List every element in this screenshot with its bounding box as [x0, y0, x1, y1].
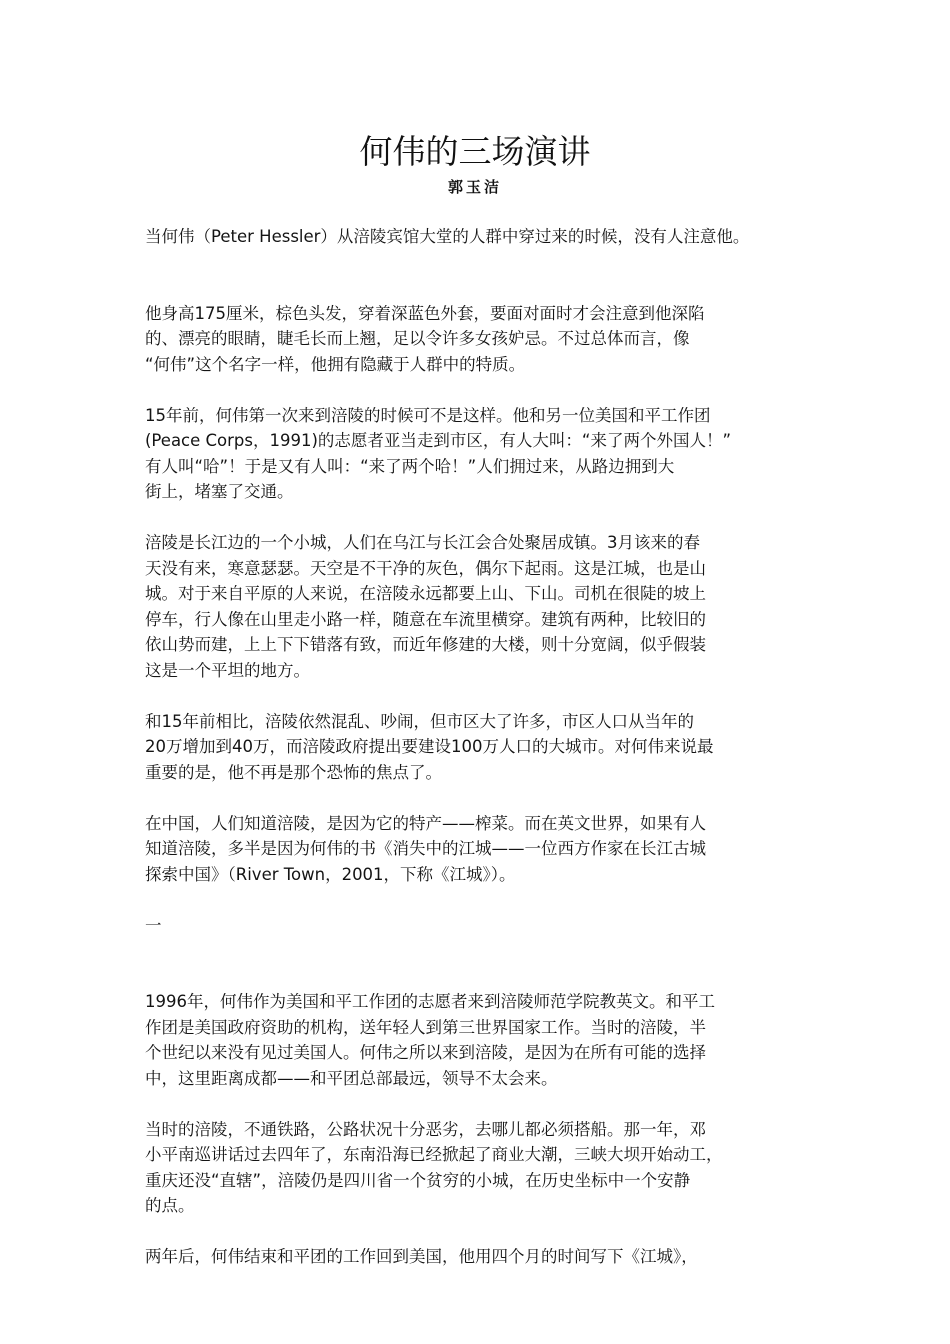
document-body [145, 224, 810, 1270]
paragraph-spacer [145, 377, 810, 403]
paragraph: 涪陵是长江边的一个小城，人们在乌江与长江会合处聚居成镇。3月该来的春 天没有来，寒意瑟瑟。天空是不干净的灰色，偶尔下起雨。这是江城，也是山 城。对于来自平原的人来说，在涪陵永远都要上山、下山。司机在很陡的坡上 停车，行人像在山里走小路一样，随意在车流里横穿。建筑有两种，比较旧的 依山势而建，上上下下错落有致，而近年修建的大楼，则十分宽阔，似乎假装 这是一个平坦的地方。 [145, 533, 706, 680]
paragraph-spacer [145, 1091, 810, 1117]
document-title: 何伟的三场演讲 [359, 132, 591, 171]
paragraph: 1996年，何伟作为美国和平工作团的志愿者来到涪陵师范学院教英文。和平工 作团是美国政府资助的机构，送年轻人到第三世界国家工作。当时的涪陵，半 个世纪以来没有见过美国人。何伟之所以来到涪陵，是因为在所有可能的选择 中，这里距离成都——和平团总部最远，领导不太会来。 [145, 992, 715, 1088]
paragraph: 当何伟（Peter Hessler）从涪陵宾馆大堂的人群中穿过来的时候，没有人注意他。 [145, 227, 750, 246]
paragraph-spacer [145, 938, 810, 989]
paragraph: 当时的涪陵，不通铁路，公路状况十分恶劣，去哪儿都必须搭船。那一年，邓 小平南巡讲话过去四年了，东南沿海已经掀起了商业大潮，三峡大坝开始动工， 重庆还没“直辖”，涪陵仍是四川省一个贫穷的小城，在历史坐标中一个安静 的点。 [145, 1119, 723, 1215]
paragraph: 他身高175厘米，棕色头发，穿着深蓝色外套，要面对面时才会注意到他深陷 的、漂亮的眼睛，睫毛长而上翘，足以令许多女孩妒忌。不过总体而言，像 “何伟”这个名字一样，他拥有隐藏于人群中的特质。 [145, 303, 705, 374]
paragraph: 在中国，人们知道涪陵，是因为它的特产——榨菜。而在英文世界，如果有人 知道涪陵，多半是因为何伟的书《消失中的江城——一位西方作家在长江古城 探索中国》（River Town，2001，下称《江城》）。 [145, 813, 706, 884]
paragraph-spacer [145, 250, 810, 301]
section-heading: 一 [145, 915, 162, 935]
paragraph: 和15年前相比，涪陵依然混乱、吵闹，但市区大了许多，市区人口从当年的 20万增加到40万，而涪陵政府提出要建设100万人口的大城市。对何伟来说最 重要的是，他不再是那个恐怖的焦点了。 [145, 711, 714, 782]
paragraph: 两年后，何伟结束和平团的工作回到美国，他用四个月的时间写下《江城》， [145, 1247, 698, 1266]
paragraph-spacer [145, 1219, 810, 1245]
paragraph: 15年前，何伟第一次来到涪陵的时候可不是这样。他和另一位美国和平工作团 (Peace Corps，1991)的志愿者亚当走到市区，有人大叫：“来了两个外国人！” 有人叫“哈”！于是又有人叫：“来了两个哈！”人们拥过来，从路边拥到大 街上，堵塞了交通。 [145, 405, 732, 501]
paragraph-spacer [145, 887, 810, 913]
paragraph-spacer [145, 505, 810, 531]
document-author: 郭玉洁 [447, 178, 502, 196]
paragraph-spacer [145, 785, 810, 811]
paragraph-spacer [145, 683, 810, 709]
